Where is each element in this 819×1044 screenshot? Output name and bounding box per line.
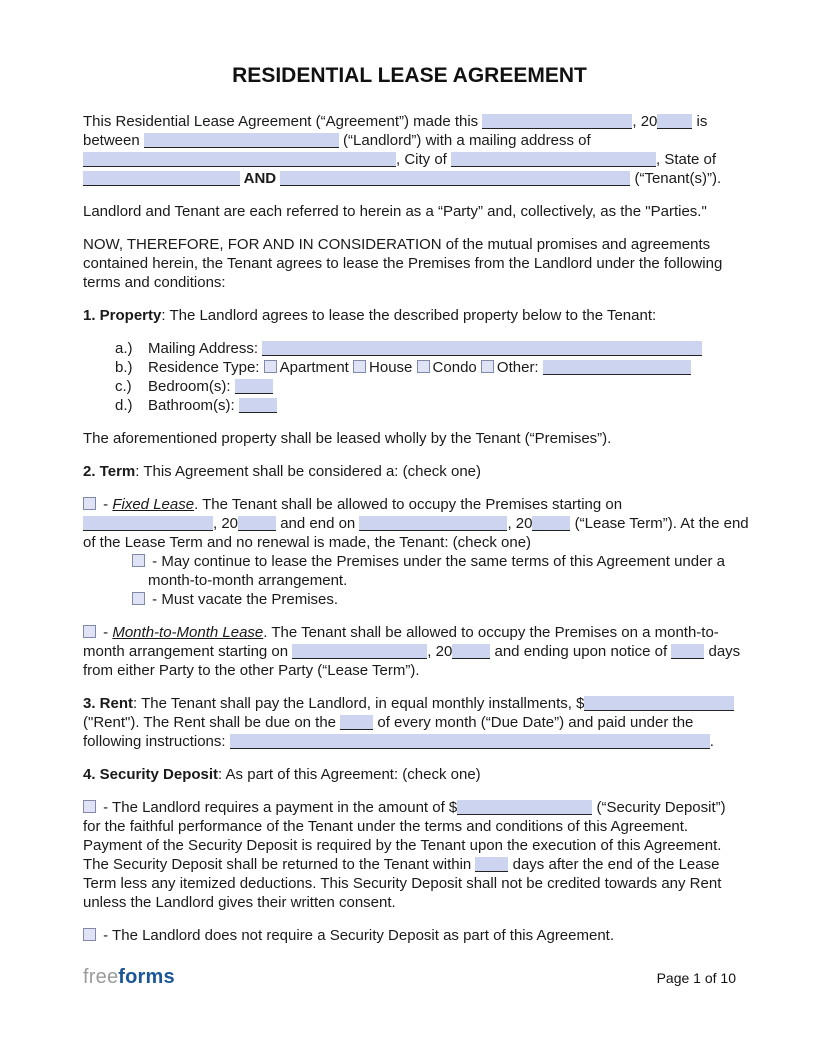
text-run: Term less any itemized deductions. This Security Deposit shall not be credited towards any Rent [83,875,722,892]
text-run: , 20 [427,643,453,660]
field-mtm-notice-days[interactable] [671,644,704,659]
logo-free-text: free [83,966,119,988]
list-label: d.) [115,397,133,414]
label-other: Other: [496,359,543,376]
text-line [83,254,736,273]
text-run: The aforementioned property shall be leased wholly by the Tenant (“Premises”). [83,430,612,447]
text-line [83,495,736,514]
month-to-month-block [83,623,741,680]
text-line [83,571,736,590]
text-run: , 20 [507,515,533,532]
text-run: - Must vacate the Premises. [148,591,339,608]
checkbox-month-to-month[interactable] [83,625,96,638]
field-fixed-start-year[interactable] [238,516,276,531]
text-run: (“Lease Term”). At the end [570,515,749,532]
text-run: , State of [656,151,717,168]
text-run: Payment of the Security Deposit is required by the Tenant upon the execution of this Agreement. [83,837,722,854]
text-run: between [83,132,144,149]
checkbox-house[interactable] [353,360,366,373]
field-tenant-names[interactable] [280,171,630,186]
field-bedrooms[interactable] [235,379,273,394]
text-run: terms and conditions: [83,274,226,291]
text-line [83,817,736,836]
text-run: days after the end of the Lease [508,856,720,873]
text-line [83,169,736,188]
text-line [83,131,736,150]
text-run: (“Security Deposit”) [592,799,726,816]
text-line [83,713,736,732]
label-condo: Condo [432,359,481,376]
field-date-made[interactable] [482,114,632,129]
section-number-title: 2. Term [83,463,136,480]
text-run: for the faithful performance of the Tenant under the terms and conditions of this Agreement. [83,818,689,835]
text-run: - The Landlord requires a payment in the amount of $ [99,799,458,816]
field-deposit-return-days[interactable] [475,857,508,872]
fixed-lease-label: Fixed Lease [112,496,195,513]
text-line [83,533,736,552]
checkbox-deposit-required[interactable] [83,800,96,813]
field-year-made[interactable] [657,114,692,129]
checkbox-condo[interactable] [417,360,430,373]
text-line [83,590,736,609]
month-to-month-label: Month-to-Month Lease [112,624,264,641]
logo-forms-text: forms [118,966,175,988]
field-rent-amount[interactable] [584,696,734,711]
text-line [83,150,736,169]
text-run: This Residential Lease Agreement (“Agreement”) made this [83,113,483,130]
deposit-required-block [83,798,736,912]
field-fixed-start-date[interactable] [83,516,213,531]
consideration-paragraph [83,235,736,292]
field-landlord-address[interactable] [83,152,396,167]
field-fixed-end-date[interactable] [359,516,507,531]
field-deposit-amount[interactable] [457,800,592,815]
text-run: unless the Landlord gives their written consent. [83,894,396,911]
checkbox-may-continue[interactable] [132,554,145,567]
text-line [83,694,736,713]
section-number-title: 3. Rent [83,695,134,712]
list-label: c.) [115,378,132,395]
field-landlord-city[interactable] [451,152,656,167]
text-line [83,732,736,751]
text-line [83,623,736,642]
field-rent-due-day[interactable] [340,715,373,730]
checkbox-apartment[interactable] [264,360,277,373]
text-run: : The Landlord agrees to lease the described property below to the Tenant: [161,307,657,324]
text-line [83,661,736,680]
checkbox-other[interactable] [481,360,494,373]
text-run: , 20 [632,113,658,130]
fixed-lease-block [83,495,749,609]
text-line [83,552,736,571]
text-line [83,514,749,533]
list-label: a.) [115,340,133,357]
term-section-heading [83,462,736,481]
text-run: - [99,624,113,641]
text-run: Bedroom(s): [148,378,235,395]
field-bathrooms[interactable] [239,398,277,413]
text-line [83,112,736,131]
text-run: of the Lease Term and no renewal is made, the Tenant: (check one) [83,534,532,551]
text-line [83,855,736,874]
text-run: NOW, THEREFORE, FOR AND IN CONSIDERATION of the mutual promises and agreements [83,236,711,253]
text-line [83,836,736,855]
section-number-title: 1. Property [83,307,162,324]
list-label: b.) [115,359,133,376]
text-line [83,874,736,893]
freeforms-logo [83,966,175,988]
premises-paragraph [83,429,736,448]
text-run: - May continue to lease the Premises under the same terms of this Agreement under a [148,553,725,570]
property-section-heading [83,306,736,325]
text-line [83,765,736,784]
field-landlord-state[interactable] [83,171,240,186]
text-run: , City of [396,151,452,168]
text-run: . The Tenant shall be allowed to occupy the Premises on a month-to- [263,624,719,641]
rent-section [83,694,736,751]
deposit-section-heading [83,765,736,784]
list-item-mailing-address [83,339,736,358]
text-run: Landlord and Tenant are each referred to herein as a “Party” and, collectively, as the "Parties." [83,203,707,220]
deposit-not-required-block [83,926,736,945]
parties-paragraph [83,202,736,221]
text-line [83,273,736,292]
text-run: : The Tenant shall pay the Landlord, in equal monthly installments, $ [133,695,585,712]
text-run: . [709,733,714,750]
text-run: - [99,496,113,513]
text-run: , 20 [213,515,239,532]
text-run: from either Party to the other Party (“Lease Term”). [83,662,420,679]
text-line [83,893,736,912]
field-landlord-name[interactable] [144,133,339,148]
page-number: Page 1 of 10 [656,970,736,986]
list-item-residence-type [83,358,736,377]
text-run: - The Landlord does not require a Security Deposit as part of this Agreement. [99,927,615,944]
text-run: is [692,113,708,130]
text-run: . The Tenant shall be allowed to occupy the Premises starting on [194,496,623,513]
field-fixed-end-year[interactable] [532,516,570,531]
property-list [83,339,736,415]
text-line [83,462,736,481]
text-run: (“Landlord”) with a mailing address of [338,132,591,149]
page-footer [83,966,736,988]
checkbox-deposit-not-required[interactable] [83,928,96,941]
text-run: (“Tenant(s)”). [630,170,722,187]
field-residence-other[interactable] [543,360,691,375]
text-line [83,642,741,661]
text-line [83,926,736,945]
list-item-bathrooms [83,396,736,415]
label-apartment: Apartment [279,359,354,376]
text-run: and ending upon notice of [490,643,672,660]
document-title: RESIDENTIAL LEASE AGREEMENT [232,64,587,87]
text-line [83,306,736,325]
text-run: : This Agreement shall be considered a: (check one) [135,463,481,480]
text-line [83,798,736,817]
text-run: and end on [276,515,360,532]
field-payment-instructions[interactable] [230,734,710,749]
checkbox-must-vacate[interactable] [132,592,145,605]
text-run: days [704,643,741,660]
checkbox-fixed-lease[interactable] [83,497,96,510]
field-mailing-address[interactable] [262,341,702,356]
field-mtm-start-date[interactable] [292,644,427,659]
text-run: month arrangement starting on [83,643,293,660]
text-run: ("Rent"). The Rent shall be due on the [83,714,341,731]
text-run: contained herein, the Tenant agrees to lease the Premises from the Landlord under the following [83,255,723,272]
list-item-bedrooms [83,377,736,396]
text-run: of every month (“Due Date”) and paid under the [373,714,694,731]
label-house: House [369,359,417,376]
text-run: The Security Deposit shall be returned to the Tenant within [83,856,476,873]
intro-paragraph [83,112,736,188]
field-mtm-start-year[interactable] [452,644,490,659]
text-run: : As part of this Agreement: (check one) [218,766,481,783]
section-number-title: 4. Security Deposit [83,766,219,783]
text-run: month-to-month arrangement. [148,572,348,589]
text-run: Residence Type: [148,359,264,376]
text-line [83,235,736,254]
and-connector: AND [240,170,281,187]
text-run: following instructions: [83,733,230,750]
text-line [83,202,736,221]
text-run: Mailing Address: [148,340,263,357]
text-line [83,429,736,448]
text-run: Bathroom(s): [148,397,239,414]
